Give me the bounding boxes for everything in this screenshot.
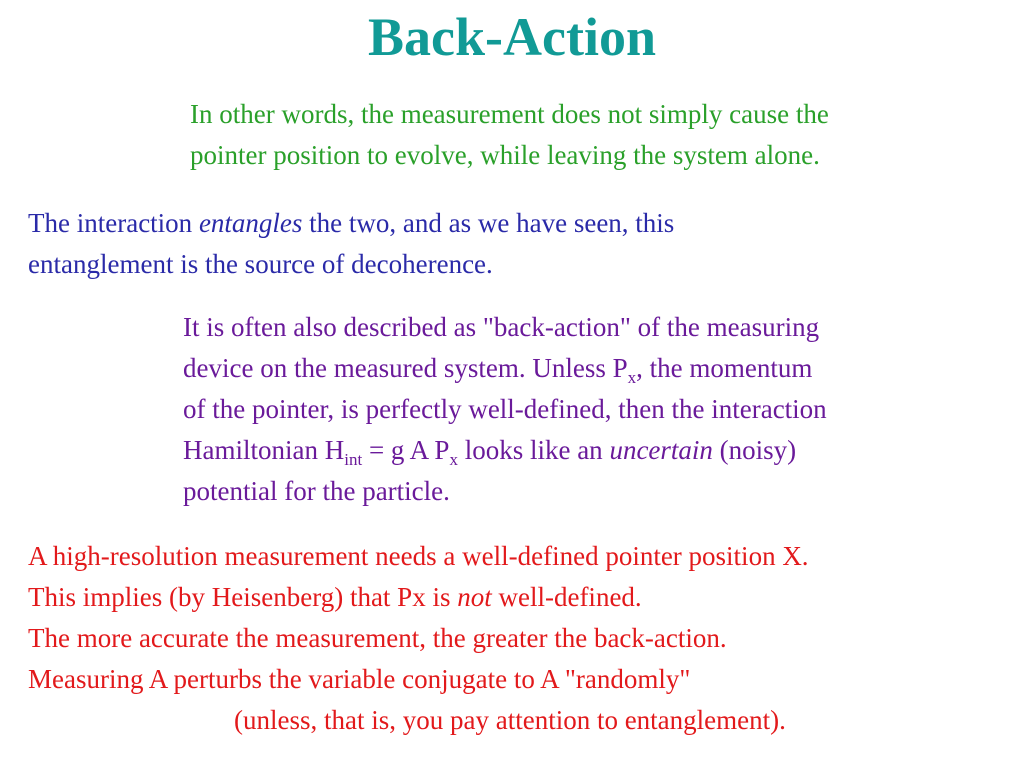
paragraph-measurement-summary — [190, 94, 829, 176]
subscript: int — [344, 450, 363, 469]
text-run: The interaction — [28, 208, 199, 238]
text-run: This implies (by Heisenberg) that Px is — [28, 582, 458, 612]
text-line — [183, 348, 827, 389]
text-run: (noisy) — [712, 435, 797, 465]
text-run: the two, and as we have seen, this — [302, 208, 675, 238]
text-line: In other words, the measurement does not simply cause the — [190, 99, 829, 129]
text-run: , the momentum — [636, 353, 813, 383]
paragraph-entanglement — [28, 203, 674, 285]
text-line: potential for the particle. — [183, 476, 450, 506]
emphasis-uncertain: uncertain — [609, 435, 713, 465]
text-line: Measuring A perturbs the variable conjugate to A "randomly" — [28, 664, 691, 694]
text-line: (unless, that is, you pay attention to entanglement). — [234, 705, 786, 735]
text-line: entanglement is the source of decoherence. — [28, 249, 493, 279]
text-line — [183, 430, 827, 471]
text-run: looks like an — [457, 435, 610, 465]
text-line: A high-resolution measurement needs a well-defined pointer position X. — [28, 541, 809, 571]
paragraph-resolution — [28, 536, 809, 741]
text-line: pointer position to evolve, while leaving the system alone. — [190, 140, 820, 170]
text-line — [28, 577, 809, 618]
text-run: device on the measured system. Unless P — [183, 353, 628, 383]
text-line: The more accurate the measurement, the greater the back-action. — [28, 623, 727, 653]
text-line: of the pointer, is perfectly well-defined, then the interaction — [183, 394, 827, 424]
paragraph-back-action — [183, 307, 827, 512]
subscript: x — [449, 450, 458, 469]
text-line: It is often also described as "back-action" of the measuring — [183, 312, 820, 342]
emphasis-entangles: entangles — [198, 208, 303, 238]
emphasis-not: not — [457, 582, 492, 612]
text-run: = g A P — [362, 435, 450, 465]
text-run: well-defined. — [491, 582, 642, 612]
subscript: x — [627, 368, 637, 387]
slide-title: Back-Action — [368, 7, 656, 67]
text-run: Hamiltonian H — [183, 435, 345, 465]
text-line — [28, 203, 674, 244]
